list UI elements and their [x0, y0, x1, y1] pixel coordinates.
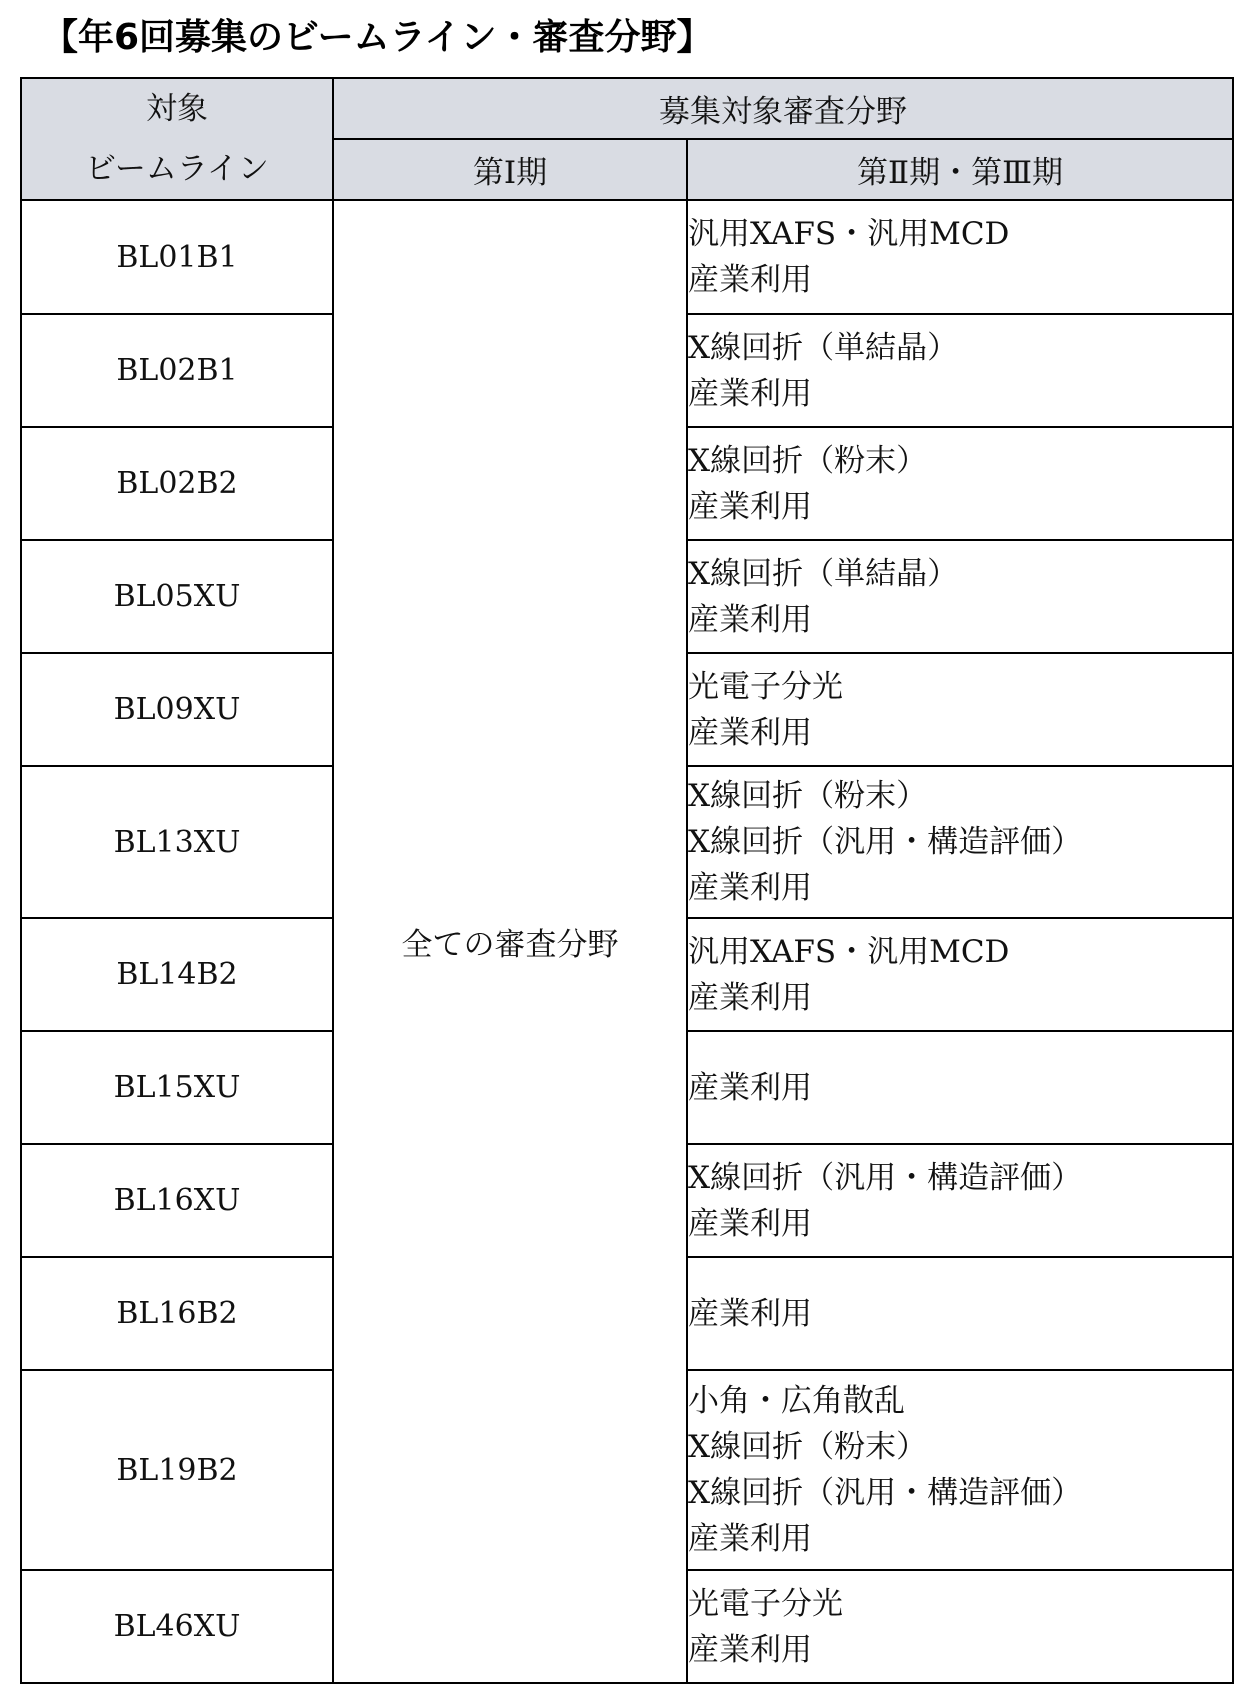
beamline-name: BL09XU: [21, 653, 333, 766]
review-fields-cell: [687, 314, 1233, 427]
review-field: 産業利用: [688, 1295, 812, 1332]
review-field: 産業利用: [688, 979, 812, 1016]
review-field: X線回折（単結晶）: [688, 555, 959, 592]
review-field: 産業利用: [688, 714, 812, 751]
review-field: 産業利用: [688, 375, 812, 412]
beamline-name: BL15XU: [21, 1031, 333, 1144]
review-fields-cell: [687, 918, 1233, 1031]
review-field: 汎用XAFS・汎用MCD: [688, 933, 1010, 970]
review-field: 産業利用: [688, 1631, 812, 1668]
review-fields-cell: [687, 200, 1233, 314]
beamline-name: BL13XU: [21, 766, 333, 918]
header-period23: 第Ⅱ期・第Ⅲ期: [687, 139, 1233, 200]
header-target-line1: 対象: [146, 91, 208, 127]
review-fields-cell: [687, 766, 1233, 918]
table-body: [21, 200, 1233, 1683]
review-fields-cell: [687, 1144, 1233, 1257]
review-field: 産業利用: [688, 1069, 812, 1106]
table-row: [21, 200, 1233, 314]
beamline-table: [20, 77, 1234, 1684]
review-field: 産業利用: [688, 488, 812, 525]
beamline-name: BL02B2: [21, 427, 333, 540]
review-fields-cell: [687, 653, 1233, 766]
review-field: 産業利用: [688, 1521, 812, 1557]
review-field: X線回折（粉末）: [688, 1429, 928, 1465]
review-fields-cell: [687, 1370, 1233, 1570]
beamline-name: BL16XU: [21, 1144, 333, 1257]
review-field: X線回折（汎用・構造評価）: [688, 1475, 1083, 1511]
beamline-name: BL16B2: [21, 1257, 333, 1370]
page-title: 【年6回募集のビームライン・審査分野】: [42, 17, 713, 58]
beamline-name: BL46XU: [21, 1570, 333, 1683]
beamline-name: BL05XU: [21, 540, 333, 653]
review-fields-cell: [687, 1570, 1233, 1683]
review-fields-cell: [687, 1031, 1233, 1144]
header-fields-group: 募集対象審査分野: [333, 78, 1233, 139]
review-field: 光電子分光: [688, 1585, 843, 1622]
review-field: 汎用XAFS・汎用MCD: [688, 216, 1010, 252]
review-field: X線回折（汎用・構造評価）: [688, 824, 1083, 860]
review-field: 小角・広角散乱: [688, 1383, 905, 1419]
review-fields-cell: [687, 540, 1233, 653]
review-field: X線回折（汎用・構造評価）: [688, 1159, 1083, 1196]
review-field: X線回折（単結晶）: [688, 329, 959, 366]
review-fields-cell: [687, 427, 1233, 540]
header-target-line2: ビームライン: [85, 151, 269, 187]
review-field: X線回折（粉末）: [688, 778, 928, 814]
review-field: 産業利用: [688, 870, 812, 906]
beamline-name: BL01B1: [21, 200, 333, 314]
review-field: 産業利用: [688, 262, 812, 298]
review-field: 産業利用: [688, 601, 812, 638]
beamline-name: BL02B1: [21, 314, 333, 427]
review-field: X線回折（粉末）: [688, 442, 928, 479]
review-field: 産業利用: [688, 1205, 812, 1242]
beamline-name: BL19B2: [21, 1370, 333, 1570]
review-fields-cell: [687, 1257, 1233, 1370]
beamline-name: BL14B2: [21, 918, 333, 1031]
header-target-beamline: [21, 78, 333, 200]
header-period1: 第Ⅰ期: [333, 139, 687, 200]
review-field: 光電子分光: [688, 668, 843, 705]
period1-all-fields: 全ての審査分野: [333, 200, 687, 1683]
